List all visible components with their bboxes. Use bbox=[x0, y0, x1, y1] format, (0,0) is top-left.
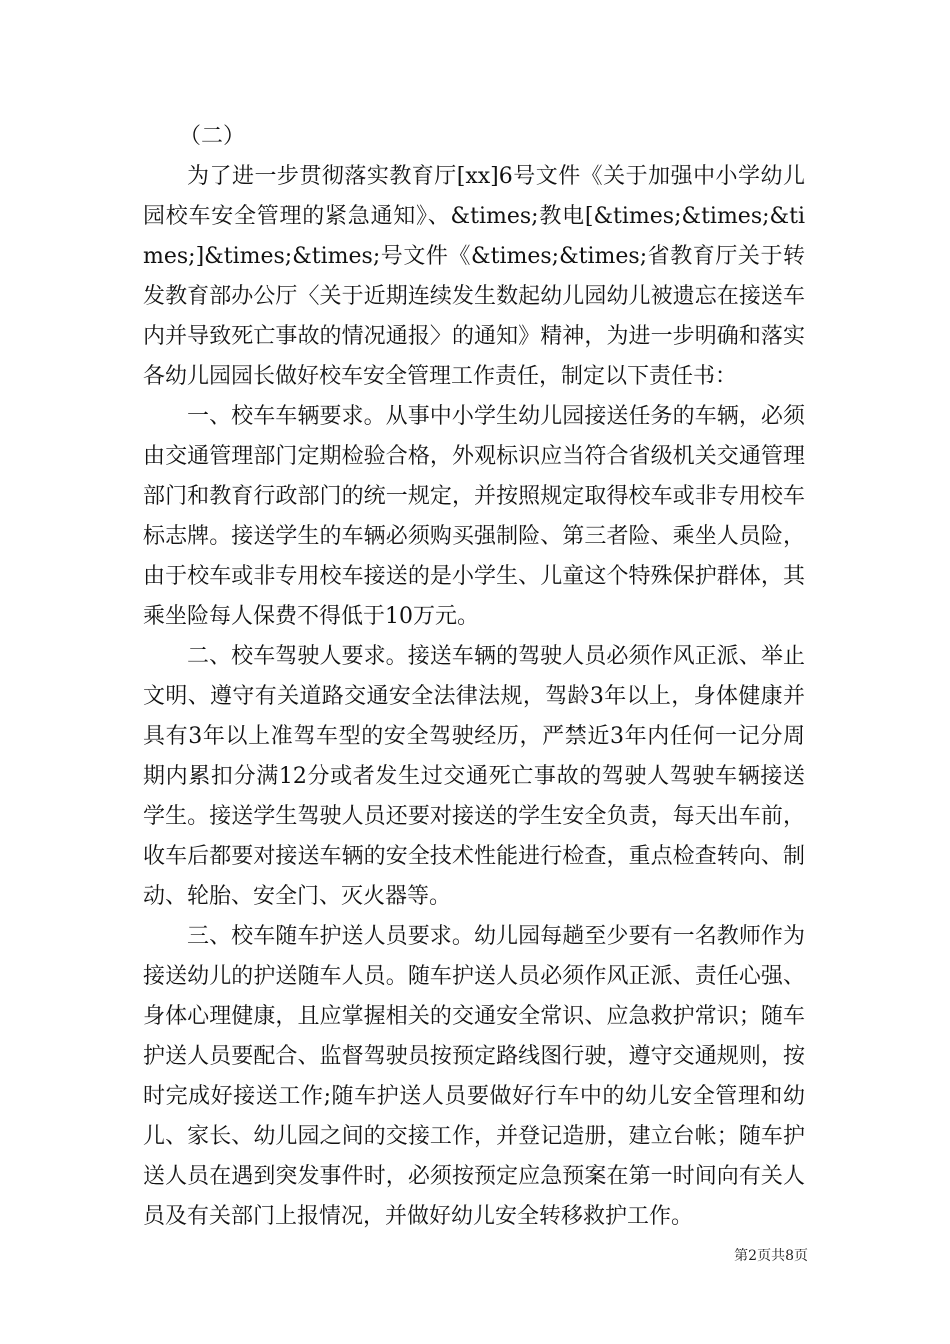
intro-paragraph: 为了进一步贯彻落实教育厅[xx]6号文件《关于加强中小学幼儿园校车安全管理的紧急通知》、&times;教电[&times;&times;&times;]&times;&times;号文件《&times;&times;省教育厅关于转发教育部办公厅〈关于近期连续发生数起幼儿园幼儿被遗忘在接送车内并导致死亡事故的情况通报〉的通知》精神，为进一步明确和落实各幼儿园园长做好校车安全管理工作责任，制定以下责任书： bbox=[143, 164, 805, 389]
escort-requirements-paragraph: 三、校车随车护送人员要求。幼儿园每趟至少要有一名教师作为接送幼儿的护送随车人员。随车护送人员必须作风正派、责任心强、身体心理健康，且应掌握相关的交通安全常识、应急救护常识；随车护送人员要配合、监督驾驶员按预定路线图行驶，遵守交通规则，按时完成好接送工作;随车护送人员要做好行车中的幼儿安全管理和幼儿、家长、幼儿园之间的交接工作，并登记造册，建立台帐；随车护送人员在遇到突发事件时，必须按预定应急预案在第一时间向有关人员及有关部门上报情况，并做好幼儿安全转移救护工作。 bbox=[143, 924, 805, 1229]
vehicle-requirements-paragraph: 一、校车车辆要求。从事中小学生幼儿园接送任务的车辆，必须由交通管理部门定期检验合格，外观标识应当符合省级机关交通管理部门和教育行政部门的统一规定，并按照规定取得校车或非专用校车标志牌。接送学生的车辆必须购买强制险、第三者险、乘坐人员险，由于校车或非专用校车接送的是小学生、儿童这个特殊保护群体，其乘坐险每人保费不得低于10万元。 bbox=[143, 404, 805, 629]
page-number-footer: 第2页共8页 bbox=[734, 1248, 808, 1264]
document-body bbox=[143, 117, 805, 1237]
section-label: （二） bbox=[179, 124, 246, 149]
driver-requirements-paragraph: 二、校车驾驶人要求。接送车辆的驾驶人员必须作风正派、举止文明、遵守有关道路交通安全法律法规，驾龄3年以上，身体健康并具有3年以上准驾车型的安全驾驶经历，严禁近3年内任何一记分周期内累扣分满12分或者发生过交通死亡事故的驾驶人驾驶车辆接送学生。接送学生驾驶人员还要对接送的学生安全负责，每天出车前，收车后都要对接送车辆的安全技术性能进行检查，重点检查转向、制动、轮胎、安全门、灭火器等。 bbox=[143, 644, 805, 909]
